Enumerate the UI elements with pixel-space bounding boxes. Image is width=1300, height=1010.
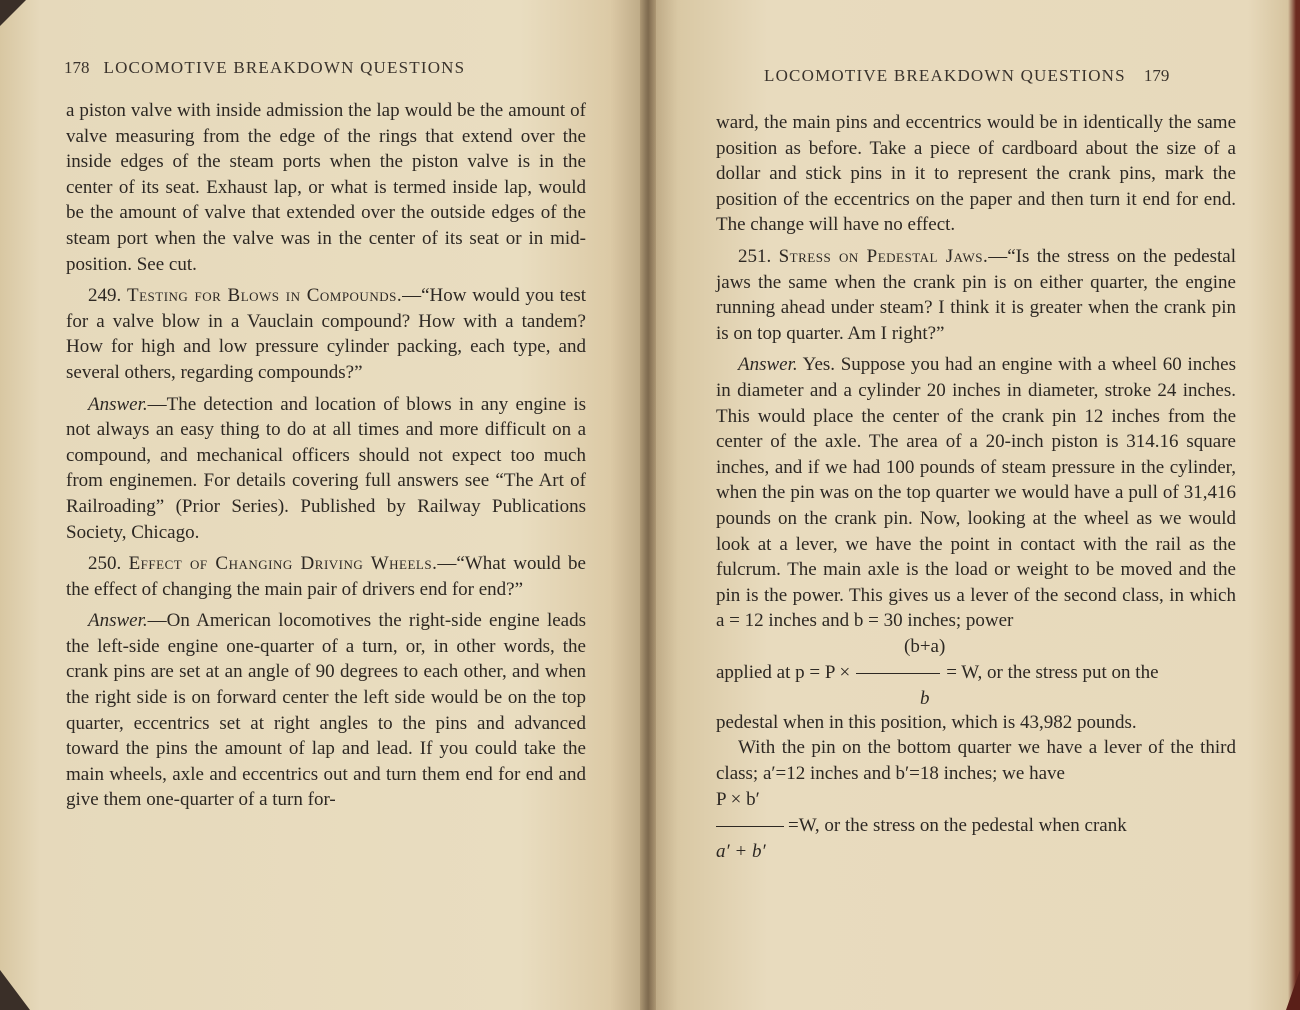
stress-formula-bottom-quarter [716,787,1236,862]
question-249 [66,283,586,385]
formula2-tail: =W, or the stress on the pedestal when crank [788,814,1127,836]
right-continuation-paragraph: ward, the main pins and eccentrics would be in identically the same position as before. Take a piece of cardboard about the size of a dollar and stick pins in it to represent the crank pins, mark the position of the eccentrics on the paper and then turn it end for end. The change will have no effect. [716,112,1236,236]
q251-question: —“Is the stress on the pedestal jaws the same when the crank pin is on either quarter, the engine running ahead under steam? I think it is greater when the crank pin is on top quarter. Am I right?” [716,245,1236,344]
q249-heading: Testing for Blows in Compounds. [126,285,403,307]
q250-answer-label: Answer. [88,610,148,632]
q250-answer-text: —On American locomotives the right-side engine leads the left-side engine one-quarter of a turn, or, in other words, the crank pins are set at an angle of 90 degrees to each other, and when the right side is on forward center the left side would be on the top quarter, eccentrics set at right angles to the pins and advanced toward the pins the amount of lap and lead. If you could take the main wheels, axle and eccentrics out and turn them end for end and give them one-quarter of a turn for- [66,610,586,811]
corner-shadow-top-left [0,0,26,26]
stress-formula-top-quarter [716,634,1236,710]
left-intro-paragraph: a piston valve with inside admission the lap would be the amount of valve measuring from the edge of the rings that extend over the inside edges of the steam ports when the piston valve is in the center of its seat. Exhaust lap, or what is termed inside lap, would be the amount of valve that extended over the outside edges of the steam port when the valve was in the center of its seat or in mid-position. See cut. [66,100,586,275]
q251-number: 251. [738,245,772,267]
q251-answer-label: Answer. [738,354,798,376]
formula2-line [716,813,1236,839]
answer-251 [716,352,1236,634]
right-page-number: 179 [1143,66,1170,85]
formula1-denominator: b [920,687,930,709]
q249-number: 249. [88,285,122,307]
formula2-denominator: a′ + b′ [716,840,766,862]
formula1-lead: applied at p = P × [716,661,851,683]
q250-question: —“What would be the effect of changing the main pair of drivers end for end?” [66,553,586,600]
after-formula1-text: pedestal when in this position, which is 43,982 pounds. [716,711,1137,733]
q249-answer-label: Answer. [88,393,148,415]
answer-250 [66,608,586,813]
formula1-fraction-bar [856,673,940,674]
right-page [648,0,1300,1010]
question-250 [66,551,586,602]
cover-edge-bottom-right [1286,970,1300,1010]
question-251 [716,244,1236,346]
formula1-line [716,660,1236,686]
corner-shadow-bottom-left [0,970,30,1010]
formula1-numerator: (b+a) [904,635,946,657]
book-gutter [640,0,656,1010]
left-body-text [66,98,586,813]
bottom-quarter-paragraph: With the pin on the bottom quarter we have a lever of the third class; a′=12 inches and b′=18 inches; we have [716,737,1236,785]
formula1-tail: = W, or the stress put on the [946,661,1159,683]
q250-number: 250. [88,553,122,575]
right-running-head [764,66,1169,86]
right-body-text [716,110,1236,862]
right-running-title: LOCOMOTIVE BREAKDOWN QUESTIONS [764,66,1126,85]
formula2-fraction-bar [716,826,784,827]
formula2-numerator: P × b′ [716,788,760,810]
left-running-title: LOCOMOTIVE BREAKDOWN QUESTIONS [103,58,466,77]
answer-249 [66,392,586,546]
q249-question: —“How would you test for a valve blow in a Vauclain compound? How with a tandem? How for high and low pressure cylinder packing, each type, and several others, regarding compounds?” [66,285,587,383]
q250-heading: Effect of Changing Driving Wheels. [128,553,438,575]
left-page [0,0,648,1010]
q251-answer-text: Yes. Suppose you had an engine with a wheel 60 inches in diameter and a cylinder 20 inches in diameter, stroke 24 inches. This would place the center of the crank pin 12 inches from the center of the axle. The area of a 20-inch piston is 314.16 square inches, and if we had 100 pounds of steam pressure in the cylinder, when the pin was on the top quarter we would have a pull of 31,416 pounds on the crank pin. Now, looking at the wheel as we would look at a lever, we have the point in contact with the rail as the fulcrum. The main axle is the load or weight to be moved and the pin is the power. This gives us a lever of the second class, in which a = 12 inches and b = 30 inches; power [716,354,1236,632]
q249-answer-text: —The detection and location of blows in any engine is not always an easy thing to do at all times and more difficult on a compound, and mechanical officers should not expect too much from enginemen. For details covering full answers see “The Art of Railroading” (Prior Series). Published by Railway Publications Society, Chicago. [66,393,586,543]
q251-heading: Stress on Pedestal Jaws. [778,245,989,267]
left-running-head [64,58,465,78]
left-page-number: 178 [64,58,90,77]
